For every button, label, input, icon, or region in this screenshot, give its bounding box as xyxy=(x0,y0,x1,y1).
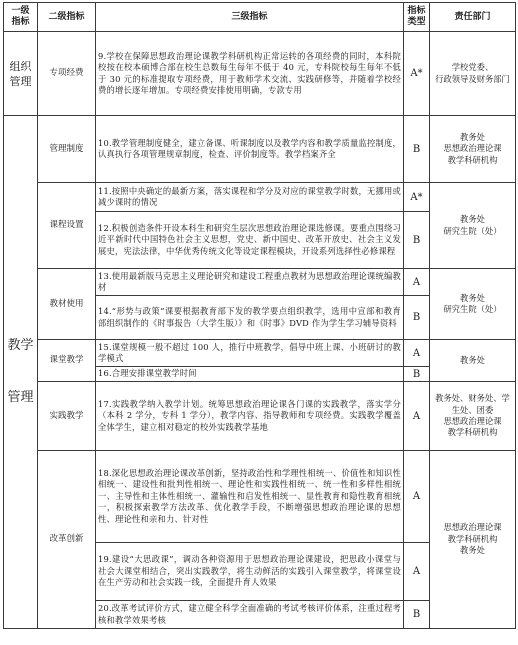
table-row xyxy=(4,32,516,116)
category-org-management: 组织 管理 xyxy=(4,32,38,116)
dept-textbook: 教务处 研究生院（处） xyxy=(430,269,516,340)
indicator-15: 15.课堂规模一般不超过 100 人，推行中班教学，倡导中班上课、小班研讨的教学模式 xyxy=(96,340,404,367)
subcategory-reform-innovation: 改革创新 xyxy=(38,451,96,629)
table-header-row xyxy=(4,3,516,32)
subcategory-textbook-use: 教材使用 xyxy=(38,269,96,340)
indicator-10: 10.教学管理制度健全，建立备课、听课制度以及教学内容和教学质量监控制度，认真执行各项管理规章制度，检查、评价制度等。教学档案齐全 xyxy=(96,116,404,183)
indicator-14: 14.“形势与政策”课要根据教育部下发的教学要点组织教学，选用中宣部和教育部组织制作的《时事报告（大学生版）》和《时事》DVD 作为学生学习辅导资料 xyxy=(96,296,404,340)
header-level2: 二级指标 xyxy=(38,3,96,32)
subcategory-classroom-teaching: 课堂教学 xyxy=(38,340,96,382)
indicator-9: 9.学校在保障思想政治理论课教学科研机构正常运转的各项经费的同时，本科院校按在校本硕博合部在校生总数每生每年不低于 40 元，专科院校每生每年不低于 30 元的标准提取专项经费，用于教师学术交流、实践研修等，并随着学校经费的增长逐年增加。专项经费安排使用明确，专款专用 xyxy=(96,32,404,116)
dept-classroom: 教务处 xyxy=(430,340,516,382)
header-level3: 三级指标 xyxy=(96,3,404,32)
dept-reform: 思想政治理论课 教学科研机构 教务处 xyxy=(430,451,516,629)
evaluation-table xyxy=(3,2,516,629)
indicator-19: 19.建设“大思政课”，调动各种资源用于思想政治理论课建设，把思政小课堂与社会大课堂相结合，突出实践教学，将生动鲜活的实践引入课堂教学，将课堂设在生产劳动和社会实践一线，全面提升育人效果 xyxy=(96,543,404,601)
type-9: A* xyxy=(404,32,430,116)
header-dept: 责任部门 xyxy=(430,3,516,32)
type-15: A xyxy=(404,340,430,367)
type-18: A xyxy=(404,451,430,543)
table-row xyxy=(4,340,516,367)
indicator-13: 13.使用最新版马克思主义理论研究和建设工程重点教材为思想政治理论课统编教材 xyxy=(96,269,404,296)
type-10: B xyxy=(404,116,430,183)
dept-10: 教务处 思想政治理论课 教学科研机构 xyxy=(430,116,516,183)
subcategory-management-system: 管理制度 xyxy=(38,116,96,183)
indicator-17: 17.实践教学纳入教学计划。统筹思想政治理论课各门课的实践教学，落实学分（本科 2 学分，专科 1 学分），教学内容、指导教师和专项经费。实践教学覆盖全体学生，建立相对稳定的校外实践教学基地 xyxy=(96,382,404,451)
category-teaching-management: 教学 管理 xyxy=(4,116,38,629)
type-12: B xyxy=(404,212,430,269)
type-14: B xyxy=(404,296,430,340)
indicator-12: 12.积极创造条件开设本科生和研究生层次思想政治理论课选修课。要重点围绕习近平新时代中国特色社会主义思想，党史、新中国史、改革开放史、社会主义发展史，宪法法律，中华优秀传统文化等设定课程模块，开设系列选择性必修课程 xyxy=(96,212,404,269)
type-13: A xyxy=(404,269,430,296)
header-type: 指标 类型 xyxy=(404,3,430,32)
table-row xyxy=(4,382,516,451)
subcategory-practice-teaching: 实践教学 xyxy=(38,382,96,451)
dept-course: 教务处 研究生院（处） xyxy=(430,183,516,269)
dept-practice: 教务处、财务处、学生处、团委 思想政治理论课 教学科研机构 xyxy=(430,382,516,451)
table-row xyxy=(4,269,516,296)
table-row xyxy=(4,183,516,212)
type-20: B xyxy=(404,601,430,629)
subcategory-special-funds: 专项经费 xyxy=(38,32,96,116)
indicator-18: 18.深化思想政治理论课改革创新，坚持政治性和学理性相统一、价值性和知识性相统一、建设性和批判性相统一、理论性和实践性相统一、统一性和多样性相统一、主导性和主体性相统一、灌输性和启发性相统一、显性教育和隐性教育相统一，积极探索教学方法改革、优化教学手段，不断增强思想政治理论课的思想性、理论性和亲和力、针对性 xyxy=(96,451,404,543)
indicator-11: 11.按照中央确定的最新方案，落实课程和学分及对应的课堂教学时数，无挪用或减少课时的情况 xyxy=(96,183,404,212)
type-19: A xyxy=(404,543,430,601)
type-17: A xyxy=(404,382,430,451)
subcategory-course-setting: 课程设置 xyxy=(38,183,96,269)
table-row xyxy=(4,451,516,543)
type-16: B xyxy=(404,367,430,382)
table-row xyxy=(4,116,516,183)
indicator-20: 20.改革考试评价方式，建立健全科学全面准确的考试考核评价体系，注重过程考核和教学效果考核 xyxy=(96,601,404,629)
dept-9: 学校党委、 行政领导及财务部门 xyxy=(430,32,516,116)
type-11: A* xyxy=(404,183,430,212)
header-level1: 一级 指标 xyxy=(4,3,38,32)
indicator-16: 16.合理安排课堂教学时间 xyxy=(96,367,404,382)
